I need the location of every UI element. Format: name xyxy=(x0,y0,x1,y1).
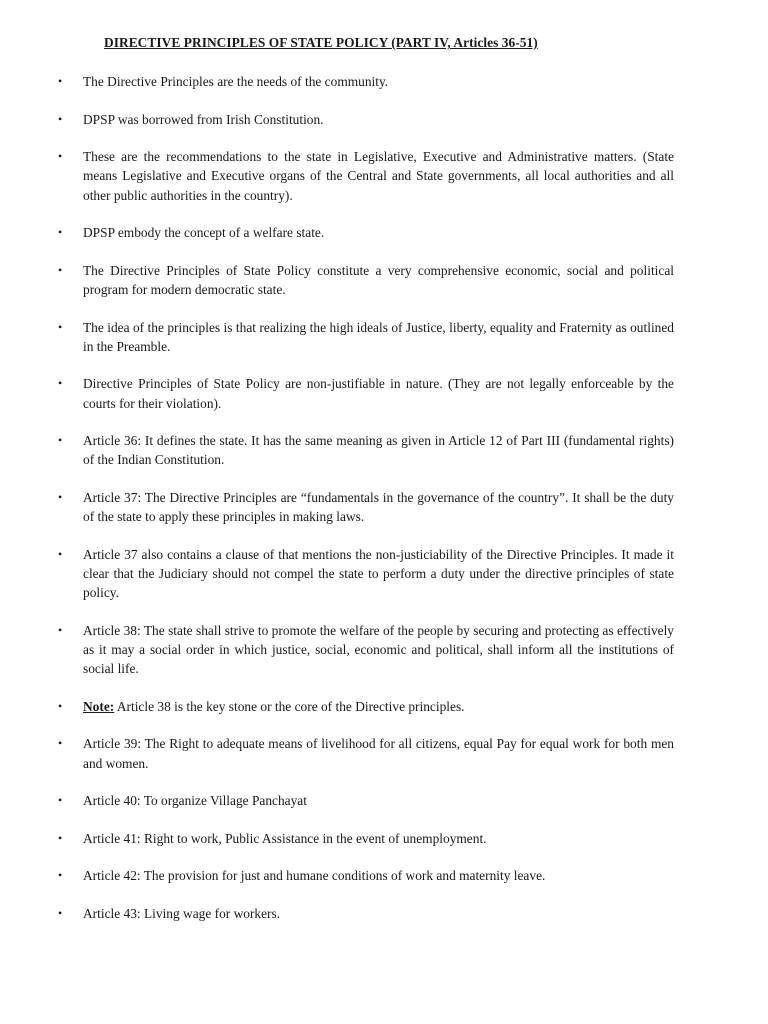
bullet-item xyxy=(0,545,674,603)
bullet-icon: • xyxy=(58,225,63,240)
bullet-text: The Directive Principles are the needs of the community. xyxy=(83,74,389,89)
bullet-text: Article 40: To organize Village Panchayat xyxy=(83,793,307,809)
bullet-item xyxy=(0,621,674,679)
bullet-item xyxy=(0,697,674,716)
bullet-text: Article 37 also contains a clause of that mentions the non-justiciability of the Directive Principles. It made it clear that the Judiciary should not compel the state to perform a duty under the directive principles of state policy. xyxy=(83,546,674,601)
bullet-icon: • xyxy=(58,149,63,164)
bullet-icon: • xyxy=(58,830,63,845)
bullet-item xyxy=(0,110,674,129)
bullet-text: Article 38 is the key stone or the core of the Directive principles. xyxy=(114,698,465,714)
bullet-icon: • xyxy=(58,546,63,561)
bullet-text: Article 37: The Directive Principles are “fundamentals in the governance of the country”. It shall be the duty of the state to apply these principles in making laws. xyxy=(83,489,674,525)
bullet-item xyxy=(0,431,674,469)
bullet-item xyxy=(0,791,674,810)
bullet-text: Article 39: The Right to adequate means of livelihood for all citizens, equal Pay for equal work for both men and women. xyxy=(83,736,674,771)
bullet-icon: • xyxy=(58,868,63,883)
bullet-text: The Directive Principles of State Policy constitute a very comprehensive economic, social and political program for modern democratic state. xyxy=(83,262,674,297)
bullet-text: These are the recommendations to the state in Legislative, Executive and Administrative matters. (State means Legislative and Executive organs of the Central and State governments, all local authorities and all other public authorities in the country). xyxy=(83,149,674,203)
bullet-text: Article 43: Living wage for workers. xyxy=(83,905,281,921)
bullet-icon: • xyxy=(58,736,63,751)
bullet-text: Article 42: The provision for just and humane conditions of work and maternity leave. xyxy=(83,868,546,884)
bullet-icon: • xyxy=(58,111,63,126)
bullet-icon: • xyxy=(58,376,63,391)
bullet-icon: • xyxy=(58,698,63,713)
bullet-icon: • xyxy=(58,262,63,277)
bullet-item xyxy=(0,261,674,299)
bullet-icon: • xyxy=(58,74,63,88)
bullet-item xyxy=(0,866,674,885)
bullet-icon: • xyxy=(58,433,63,448)
document-title: DIRECTIVE PRINCIPLES OF STATE POLICY (PART IV, Articles 36-51) xyxy=(104,35,538,50)
bullet-text: Article 38: The state shall strive to promote the welfare of the people by securing and protecting as effectively as it may a social order in which justice, social, economic and political, shall inform all the institutions of social life. xyxy=(83,622,674,677)
bullet-item xyxy=(0,734,674,772)
bullet-item xyxy=(0,829,674,848)
bullet-item xyxy=(0,374,674,412)
bullet-text: The idea of the principles is that realizing the high ideals of Justice, liberty, equality and Fraternity as outlined in the Preamble. xyxy=(83,319,674,354)
bullet-item xyxy=(0,147,674,205)
bullet-item xyxy=(0,318,674,356)
bullet-text: Article 36: It defines the state. It has the same meaning as given in Article 12 of Part III (fundamental rights) of the Indian Constitution. xyxy=(83,433,674,468)
bullet-item xyxy=(0,223,674,242)
bullet-text: Directive Principles of State Policy are non-justifiable in nature. (They are not legally enforceable by the courts for their violation). xyxy=(83,376,674,411)
note-label: Note: xyxy=(83,698,115,714)
bullet-icon: • xyxy=(58,905,63,920)
bullet-text: Article 41: Right to work, Public Assistance in the event of unemployment. xyxy=(83,830,487,846)
bullet-list xyxy=(0,72,768,942)
bullet-item xyxy=(0,488,674,526)
bullet-item xyxy=(0,904,674,923)
bullet-icon: • xyxy=(58,622,63,637)
bullet-icon: • xyxy=(58,793,63,808)
bullet-icon: • xyxy=(58,319,63,334)
bullet-text: DPSP embody the concept of a welfare state. xyxy=(83,225,325,241)
bullet-text: DPSP was borrowed from Irish Constitution. xyxy=(83,111,324,127)
bullet-icon: • xyxy=(58,489,63,504)
bullet-item xyxy=(0,72,674,91)
